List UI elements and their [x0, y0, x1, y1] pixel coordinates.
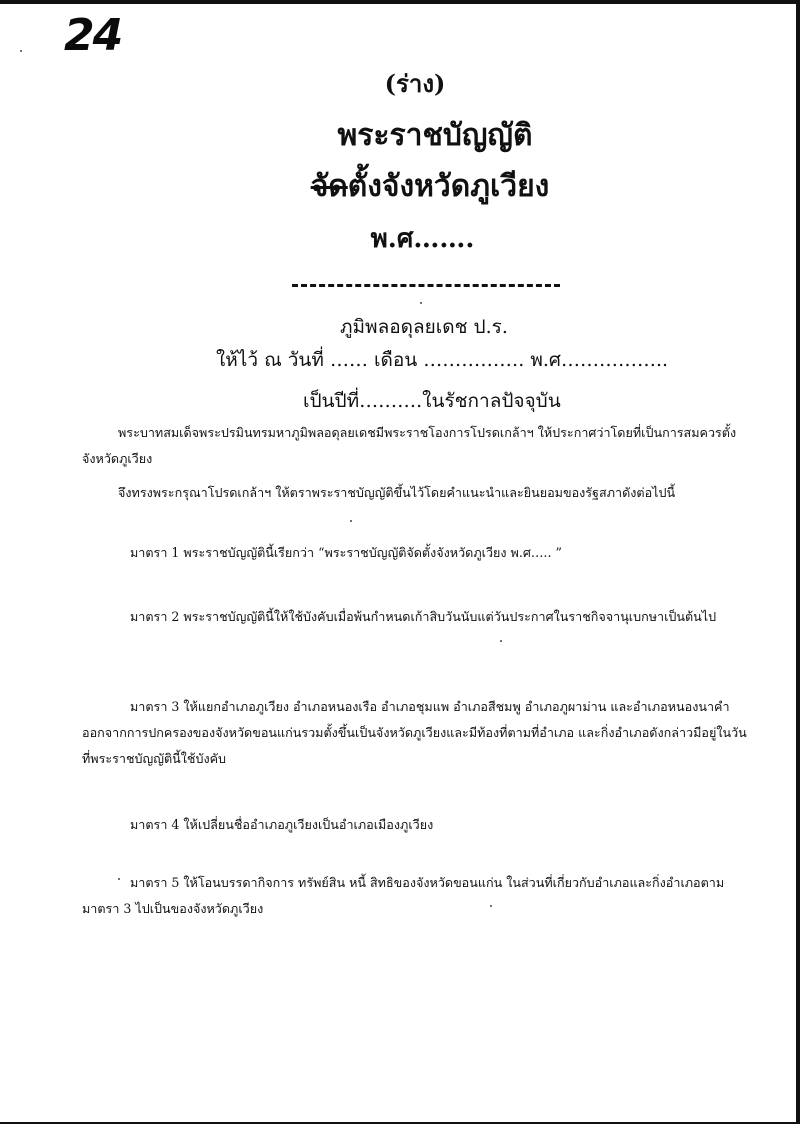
reign-year-line: เป็นปีที่……….ในรัชกาลปัจจุบัน [303, 390, 561, 412]
act-subtitle [0, 163, 800, 210]
scan-border-top [0, 0, 800, 4]
scan-speck [420, 302, 422, 304]
draft-label: (ร่าง) [384, 69, 446, 98]
section-3: มาตรา 3 ให้แยกอำเภอภูเวียง อำเภอหนองเรือ อำเภอชุมแพ อำเภอสีชมพู อำเภอภูผาม่าน และอำเภอหนองนาคำ ออกจากการปกครองของจังหวัดขอนแก่นรวมตั้งขึ้นเป็นจังหวัดภูเวียงและมีท้องที่ตามที่อำเภอ และกิ่งอำเภอดังกล่าวมีอยู่ในวันที่พระราชบัญญัตินี้ใช้บังคับ [82, 699, 747, 766]
act-title: พระราชบัญญัติ [337, 118, 533, 153]
section-2: มาตรา 2 พระราชบัญญัตินี้ให้ใช้บังคับเมื่อพ้นกำหนดเก้าสิบวันนับแต่วันประกาศในราชกิจจานุเบกษาเป็นต้นไป [130, 609, 717, 624]
section-1: มาตรา 1 พระราชบัญญัตินี้เรียกว่า “พระราชบัญญัติจัดตั้งจังหวัดภูเวียง พ.ศ….. ” [130, 545, 562, 560]
royal-signature-line: ภูมิพลอดุลยเดช ป.ร. [340, 316, 508, 338]
preamble-paragraph-1: พระบาทสมเด็จพระปรมินทรมหาภูมิพลอดุลยเดชมีพระราชโองการโปรดเกล้าฯ ให้ประกาศว่าโดยที่เป็นการสมควรตั้งจังหวัดภูเวียง [82, 425, 737, 466]
dashed-divider [292, 284, 560, 287]
section-4: มาตรา 4 ให้เปลี่ยนชื่ออำเภอภูเวียงเป็นอำเภอเมืองภูเวียง [130, 817, 434, 832]
subtitle-text: ตั้งจังหวัดภูเวียง [347, 169, 550, 204]
scan-speck [500, 640, 502, 642]
scan-speck [490, 905, 492, 907]
scan-speck [20, 50, 22, 52]
year-line: พ.ศ……. [370, 224, 475, 254]
struck-word: จัด [310, 169, 348, 204]
handwritten-page-number: 24 [64, 10, 122, 61]
section-5: มาตรา 5 ให้โอนบรรดากิจการ ทรัพย์สิน หนี้ สิทธิของจังหวัดขอนแก่น ในส่วนที่เกี่ยวกับอำเภอและกิ่งอำเภอตามมาตรา 3 ไปเป็นของจังหวัดภูเวียง [82, 875, 725, 916]
scan-speck [118, 878, 120, 880]
preamble-paragraph-2: จึงทรงพระกรุณาโปรดเกล้าฯ ให้ตราพระราชบัญญัติขึ้นไว้โดยคำแนะนำและยินยอมของรัฐสภาดังต่อไปนี้ [118, 485, 676, 500]
scan-speck [350, 520, 352, 522]
given-date-line: ให้ไว้ ณ วันที่ …… เดือน ……………. พ.ศ…………….. [216, 349, 669, 371]
